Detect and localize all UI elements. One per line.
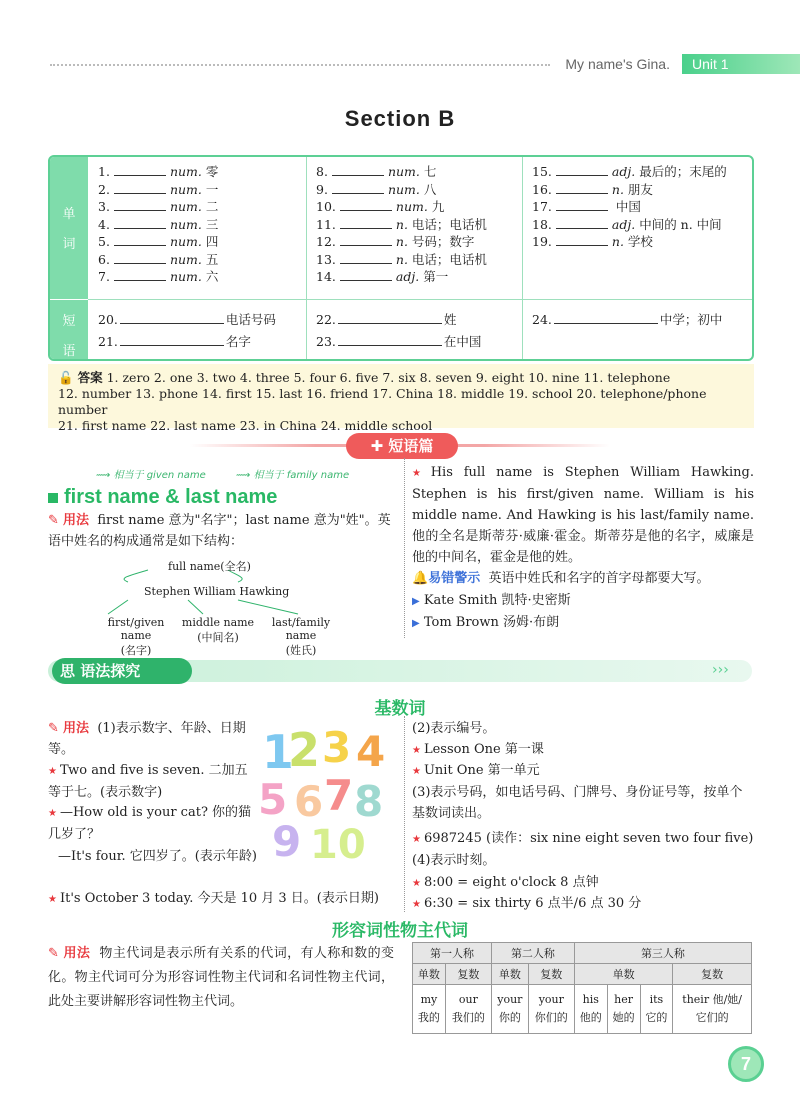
- star-icon: ★: [412, 834, 421, 845]
- cardinal-example-6: ★ 6987245 (读作：six nine eight seven two four five): [412, 831, 754, 846]
- note-given-name: ⟿ 相当于 given name: [96, 470, 206, 481]
- answer-blank[interactable]: [114, 252, 166, 264]
- vocab-item: 14. adj. 第一: [316, 269, 449, 284]
- numbers-illustration: [258, 716, 398, 862]
- table-subheader: 复数: [445, 964, 491, 985]
- vocab-item: 18. adj. 中间的 n. 中间: [532, 216, 722, 232]
- header-divider: [50, 64, 550, 66]
- answer-blank[interactable]: [332, 182, 384, 194]
- vocab-box: [48, 155, 754, 361]
- cardinal-u3: (3)表示号码，如电话号码、门牌号、身份证号等，按单个基数词读出。: [412, 785, 743, 821]
- vocab-item: 8. num. 七: [316, 164, 437, 179]
- column-divider: [404, 458, 405, 638]
- cardinal-example-3: ★ It's October 3 today. 今天是 10 月 3 日。(表示日期): [48, 891, 379, 906]
- header-title: My name's Gina.: [565, 56, 670, 72]
- answer-line-3: 21. first name 22. last name 23. in China 24. middle school: [58, 418, 433, 433]
- cardinal-usage: ✎ 用法 (1)表示数字、年龄、日期等。: [48, 721, 246, 757]
- pencil-icon: ✎: [48, 721, 59, 736]
- vocab-item: 2. num. 一: [98, 181, 219, 197]
- vocab-side-phrase: 短 语: [50, 300, 88, 361]
- puzzle-icon: ✚: [370, 437, 389, 455]
- numeral-7: 7: [324, 771, 354, 820]
- vocab-item: 12. n. 号码；数字: [316, 234, 475, 249]
- star-icon: ★: [412, 468, 428, 479]
- vocab-item: 16. n. 朋友: [532, 181, 653, 197]
- answer-blank[interactable]: [340, 199, 392, 211]
- numeral-3: 3: [322, 723, 352, 772]
- vocab-item: 3. num. 二: [98, 199, 219, 214]
- star-icon: ★: [412, 878, 421, 889]
- numeral-5: 5: [258, 775, 288, 824]
- star-icon: ★: [412, 766, 421, 777]
- table-header: 第三人称: [574, 943, 751, 964]
- triangle-icon: ▶: [412, 596, 420, 607]
- tree-left: first/given name (名字): [107, 616, 165, 657]
- answer-blank[interactable]: [340, 269, 392, 281]
- usage-paragraph: ✎ 用法 first name 意为"名字"；last name 意为"姓"。英语中姓名的构成通常是如下结构：: [48, 513, 391, 549]
- answer-blank[interactable]: [556, 217, 608, 229]
- vocab-item: 9. num. 八: [316, 181, 437, 197]
- cardinal-u4: (4)表示时刻。: [412, 853, 496, 868]
- column-divider: [404, 716, 405, 912]
- numeral-10: 10: [310, 822, 366, 862]
- phrase-col-2: 22. 姓 23. 在中国: [316, 312, 482, 349]
- vocab-item: 11. n. 电话；电话机: [316, 216, 487, 232]
- lock-icon: 🔓: [58, 370, 74, 385]
- answer-blank[interactable]: [338, 312, 442, 324]
- cardinal-example-7: ★ 8:00 = eight o'clock 8 点钟: [412, 875, 599, 890]
- cardinal-example-2b: —It's four. 它四岁了。(表示年龄): [58, 849, 257, 864]
- tree-mid: Stephen William Hawking: [144, 585, 290, 598]
- vocab-item: 10. num. 九: [316, 199, 445, 214]
- cardinal-example-4: ★ Lesson One 第一课: [412, 742, 544, 757]
- star-icon: ★: [48, 894, 57, 905]
- answer-blank[interactable]: [114, 182, 166, 194]
- vocab-item: 17. 中国: [532, 199, 641, 214]
- answer-blank[interactable]: [114, 269, 166, 281]
- vocab-col-2: [308, 157, 487, 286]
- numeral-9: 9: [272, 817, 302, 862]
- page-number: 7: [728, 1046, 764, 1082]
- answer-blank[interactable]: [120, 334, 224, 346]
- bell-icon: 🔔: [412, 571, 429, 586]
- vocab-side-word: 单 词: [50, 157, 88, 299]
- phrase-badge: ✚ 短语篇: [346, 433, 458, 459]
- possessive-table: [412, 942, 752, 1034]
- numeral-2: 2: [288, 723, 321, 777]
- cardinal-example-2a: ★ —How old is your cat? 你的猫几岁了？: [48, 805, 252, 842]
- answer-blank[interactable]: [556, 199, 608, 211]
- answer-box: [48, 364, 754, 433]
- grammar-tag: 思 语法探究: [52, 658, 192, 684]
- star-icon: ★: [412, 899, 421, 910]
- numeral-6: 6: [294, 777, 324, 826]
- answer-label: 答案: [77, 370, 103, 385]
- possessive-paragraph: ✎ 用法 物主代词是表示所有关系的代词，有人称和数的变化。物主代词可分为形容词性物主代词和名词性物主代词，此处主要讲解形容词性物主代词。: [48, 946, 394, 1009]
- numeral-1: 1: [262, 725, 295, 779]
- answer-blank[interactable]: [556, 182, 608, 194]
- answer-blank[interactable]: [556, 234, 608, 246]
- cardinal-example-8: ★ 6:30 = six thirty 6 点半/6 点 30 分: [412, 896, 642, 911]
- answer-blank[interactable]: [340, 217, 392, 229]
- answer-blank[interactable]: [120, 312, 224, 324]
- numeral-4: 4: [356, 727, 386, 776]
- star-icon: ★: [48, 808, 57, 819]
- pencil-icon: ✎: [48, 946, 59, 961]
- numeral-8: 8: [354, 777, 384, 826]
- example-1: ▶ Kate Smith 凯特·史密斯: [412, 593, 571, 608]
- cardinal-example-5: ★ Unit One 第一单元: [412, 763, 540, 778]
- answer-blank[interactable]: [340, 252, 392, 264]
- triangle-icon: ▶: [412, 618, 420, 629]
- unit-tab: Unit 1: [682, 54, 800, 74]
- answer-blank[interactable]: [114, 199, 166, 211]
- pencil-icon: ✎: [48, 513, 59, 528]
- tree-top: full name(全名): [168, 560, 251, 573]
- example-paragraph: ★ His full name is Stephen William Hawking. Stephen is his first/given name. William is his middle name. And Hawking is his last/family name. 他的全名是斯蒂芬·威廉·霍金。斯蒂芬是他的名字，威廉是他的中间名，霍金是他的姓。: [412, 465, 755, 565]
- phrase-col-1: 20. 电话号码 21. 名字: [98, 312, 276, 349]
- table-subheader: 复数: [673, 964, 752, 985]
- vocab-item: 5. num. 四: [98, 234, 219, 249]
- table-subheader: 单数: [574, 964, 672, 985]
- answer-line-1: 1. zero 2. one 3. two 4. three 5. four 6. five 7. six 8. seven 9. eight 10. nine 11. telephone: [106, 370, 671, 385]
- table-subheader: 复数: [528, 964, 574, 985]
- table-header: 第一人称: [413, 943, 492, 964]
- table-row: my 我的 our 我们的 your 你的 your 你们的 his 他的 her 她的 its 它的 their 他/她/ 它们的: [413, 985, 752, 1034]
- answer-blank[interactable]: [338, 334, 442, 346]
- answer-line-2: 12. number 13. phone 14. first 15. last 16. friend 17. China 18. middle 19. school 20. telephone/phone number: [58, 386, 707, 417]
- answer-blank[interactable]: [114, 217, 166, 229]
- vocab-item: 4. num. 三: [98, 216, 219, 232]
- table-subheader: 单数: [492, 964, 529, 985]
- tree-right: last/family name (姓氏): [271, 616, 331, 657]
- vocab-item: 7. num. 六: [98, 269, 219, 284]
- vocab-item: 19. n. 学校: [532, 234, 653, 249]
- table-header: 第二人称: [492, 943, 575, 964]
- vocab-item: 15. adj. 最后的；末尾的: [532, 164, 727, 179]
- answer-blank[interactable]: [114, 234, 166, 246]
- phrase-heading: first name & last name: [48, 486, 277, 509]
- vocab-item: 13. n. 电话；电话机: [316, 251, 487, 267]
- answer-blank[interactable]: [340, 234, 392, 246]
- vocab-col-1: [90, 157, 218, 286]
- square-bullet-icon: [48, 493, 58, 503]
- warning-line: 🔔易错警示 英语中姓氏和名字的首字母都要大写。: [412, 571, 710, 586]
- table-subheader: 单数: [413, 964, 446, 985]
- answer-blank[interactable]: [554, 312, 658, 324]
- example-2: ▶ Tom Brown 汤姆·布朗: [412, 615, 560, 630]
- vocab-col-3: [524, 157, 727, 251]
- star-icon: ★: [48, 766, 57, 777]
- answer-blank[interactable]: [114, 164, 166, 176]
- vocab-item: 6. num. 五: [98, 251, 219, 267]
- phrase-col-3: 24. 中学；初中: [532, 312, 723, 327]
- vocab-item: 1. num. 零: [98, 164, 219, 179]
- arrows-icon: ›››: [712, 662, 729, 678]
- section-title: Section B: [344, 106, 456, 131]
- note-family-name: ⟿ 相当于 family name: [236, 470, 350, 481]
- answer-blank[interactable]: [332, 164, 384, 176]
- cardinal-example-1: ★ Two and five is seven. 二加五等于七。(表示数字): [48, 763, 248, 800]
- answer-blank[interactable]: [556, 164, 608, 176]
- tree-center: middle name (中间名): [181, 616, 255, 644]
- cardinal-title: 基数词: [374, 699, 426, 719]
- cardinal-u2: (2)表示编号。: [412, 721, 496, 736]
- star-icon: ★: [412, 745, 421, 756]
- possessive-title: 形容词性物主代词: [332, 921, 468, 941]
